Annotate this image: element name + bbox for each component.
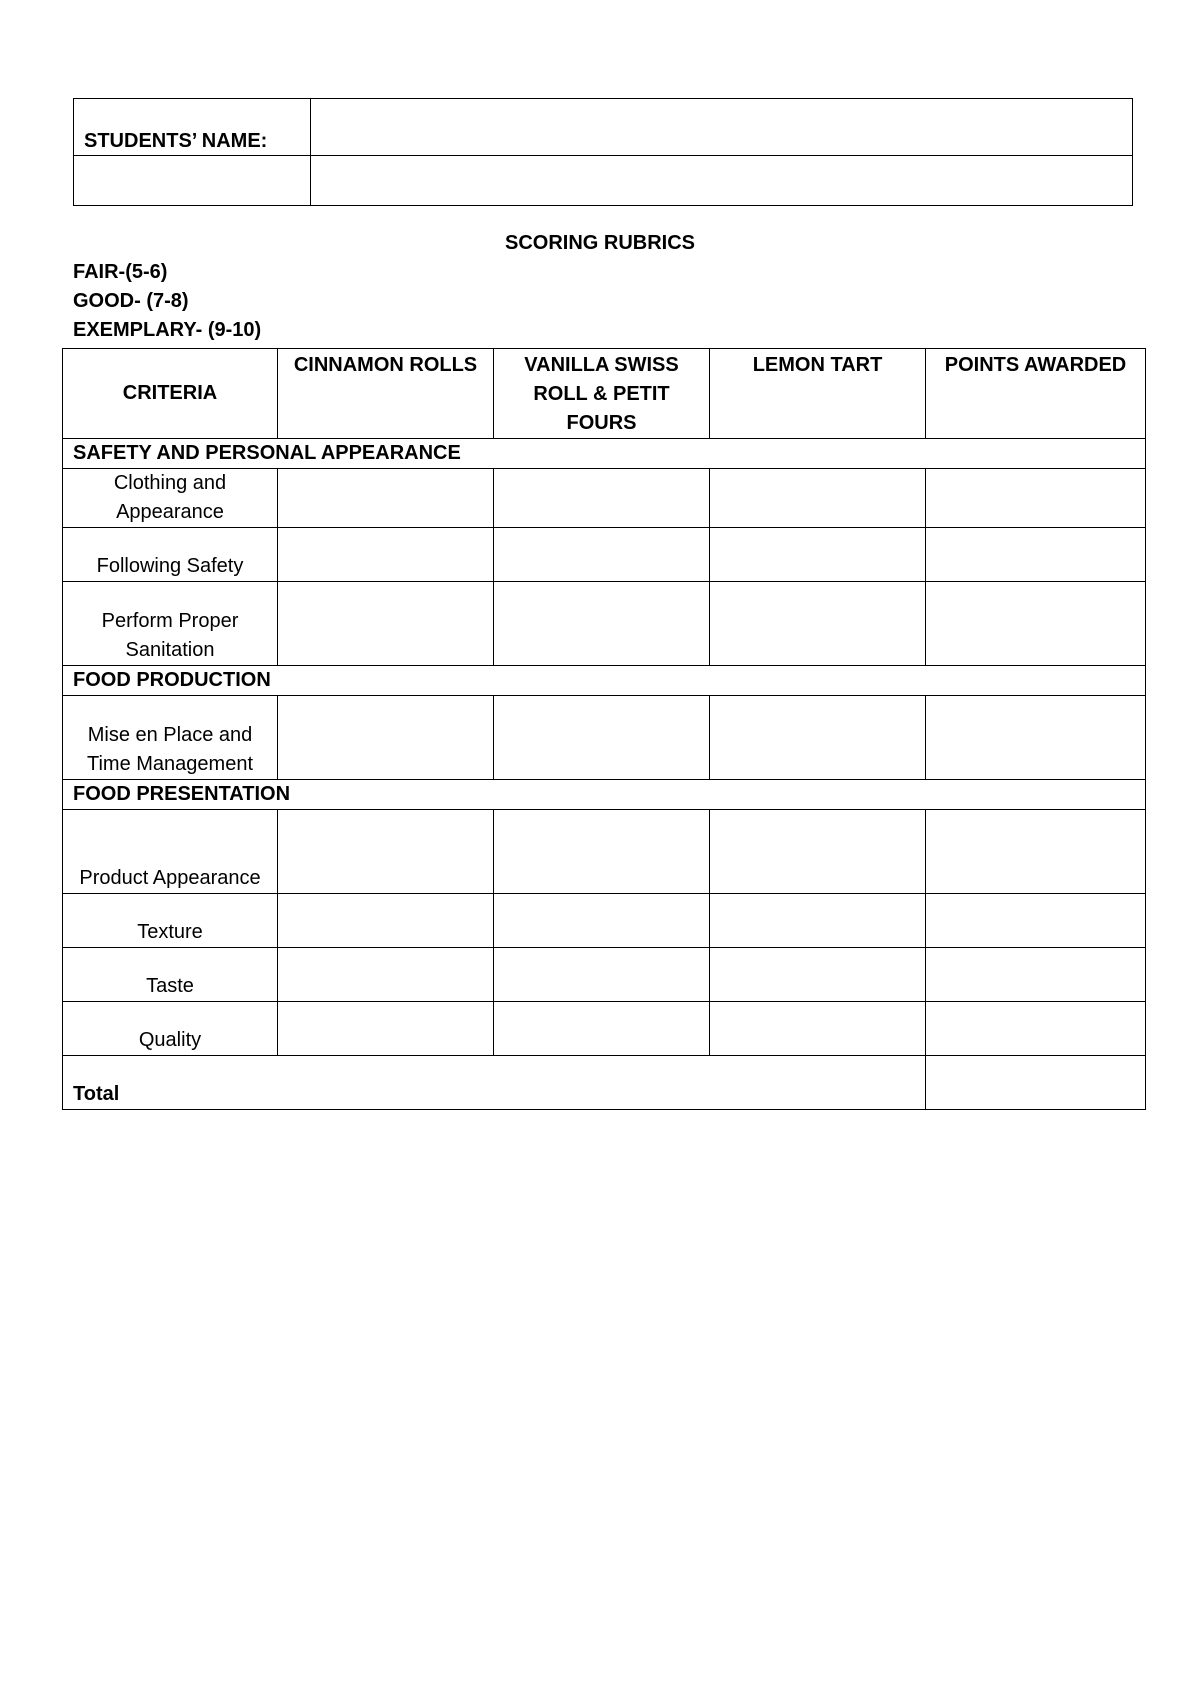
header-lemon-tart: LEMON TART <box>710 349 926 439</box>
score-cell[interactable] <box>710 894 926 948</box>
student-extra-field-left[interactable] <box>74 156 311 206</box>
header-points-awarded: POINTS AWARDED <box>926 349 1146 439</box>
points-cell[interactable] <box>926 469 1146 528</box>
score-cell[interactable] <box>494 810 710 894</box>
score-cell[interactable] <box>494 528 710 582</box>
section-food-production: FOOD PRODUCTION <box>63 666 1146 696</box>
score-cell[interactable] <box>710 948 926 1002</box>
score-cell[interactable] <box>494 582 710 666</box>
points-cell[interactable] <box>926 582 1146 666</box>
table-row <box>63 1002 1146 1056</box>
points-cell[interactable] <box>926 894 1146 948</box>
table-row <box>63 469 1146 528</box>
rubric-table <box>62 348 1146 1110</box>
section-row <box>63 666 1146 696</box>
table-row <box>63 528 1146 582</box>
score-cell[interactable] <box>710 810 926 894</box>
table-row <box>63 582 1146 666</box>
table-row <box>63 810 1146 894</box>
rubric-header-row <box>63 349 1146 439</box>
score-cell[interactable] <box>494 1002 710 1056</box>
score-cell[interactable] <box>278 528 494 582</box>
total-row <box>63 1056 1146 1110</box>
points-cell[interactable] <box>926 1002 1146 1056</box>
total-points-cell[interactable] <box>926 1056 1146 1110</box>
criterion-product-appearance: Product Appearance <box>63 810 278 894</box>
table-row <box>63 948 1146 1002</box>
score-cell[interactable] <box>494 894 710 948</box>
score-legend <box>73 258 261 345</box>
score-cell[interactable] <box>494 696 710 780</box>
header-vanilla-swiss-roll: VANILLA SWISS ROLL & PETIT FOURS <box>494 349 710 439</box>
score-cell[interactable] <box>710 696 926 780</box>
section-food-presentation: FOOD PRESENTATION <box>63 780 1146 810</box>
criterion-texture: Texture <box>63 894 278 948</box>
table-row <box>63 696 1146 780</box>
score-cell[interactable] <box>710 582 926 666</box>
table-row <box>63 894 1146 948</box>
legend-good: GOOD- (7-8) <box>73 290 189 312</box>
criterion-following-safety: Following Safety <box>63 528 278 582</box>
section-row <box>63 780 1146 810</box>
points-cell[interactable] <box>926 948 1146 1002</box>
points-cell[interactable] <box>926 528 1146 582</box>
score-cell[interactable] <box>494 469 710 528</box>
score-cell[interactable] <box>278 948 494 1002</box>
score-cell[interactable] <box>710 528 926 582</box>
criterion-clothing: Clothing and Appearance <box>63 469 278 528</box>
header-cinnamon-rolls: CINNAMON ROLLS <box>278 349 494 439</box>
score-cell[interactable] <box>710 469 926 528</box>
criterion-quality: Quality <box>63 1002 278 1056</box>
total-label: Total <box>63 1056 926 1110</box>
score-cell[interactable] <box>278 469 494 528</box>
criterion-sanitation: Perform Proper Sanitation <box>63 582 278 666</box>
student-extra-field-right[interactable] <box>311 156 1133 206</box>
student-name-table <box>73 98 1133 206</box>
student-name-label: STUDENTS’ NAME: <box>74 99 311 156</box>
student-name-field[interactable] <box>311 99 1133 156</box>
section-row <box>63 439 1146 469</box>
criterion-mise-en-place: Mise en Place and Time Management <box>63 696 278 780</box>
section-safety: SAFETY AND PERSONAL APPEARANCE <box>63 439 1146 469</box>
legend-exemplary: EXEMPLARY- (9-10) <box>73 319 262 341</box>
legend-fair: FAIR-(5-6) <box>73 261 168 283</box>
score-cell[interactable] <box>278 894 494 948</box>
score-cell[interactable] <box>494 948 710 1002</box>
points-cell[interactable] <box>926 810 1146 894</box>
score-cell[interactable] <box>710 1002 926 1056</box>
score-cell[interactable] <box>278 582 494 666</box>
page-title: SCORING RUBRICS <box>504 232 695 254</box>
score-cell[interactable] <box>278 1002 494 1056</box>
score-cell[interactable] <box>278 810 494 894</box>
points-cell[interactable] <box>926 696 1146 780</box>
score-cell[interactable] <box>278 696 494 780</box>
header-criteria: CRITERIA <box>63 349 278 439</box>
criterion-taste: Taste <box>63 948 278 1002</box>
